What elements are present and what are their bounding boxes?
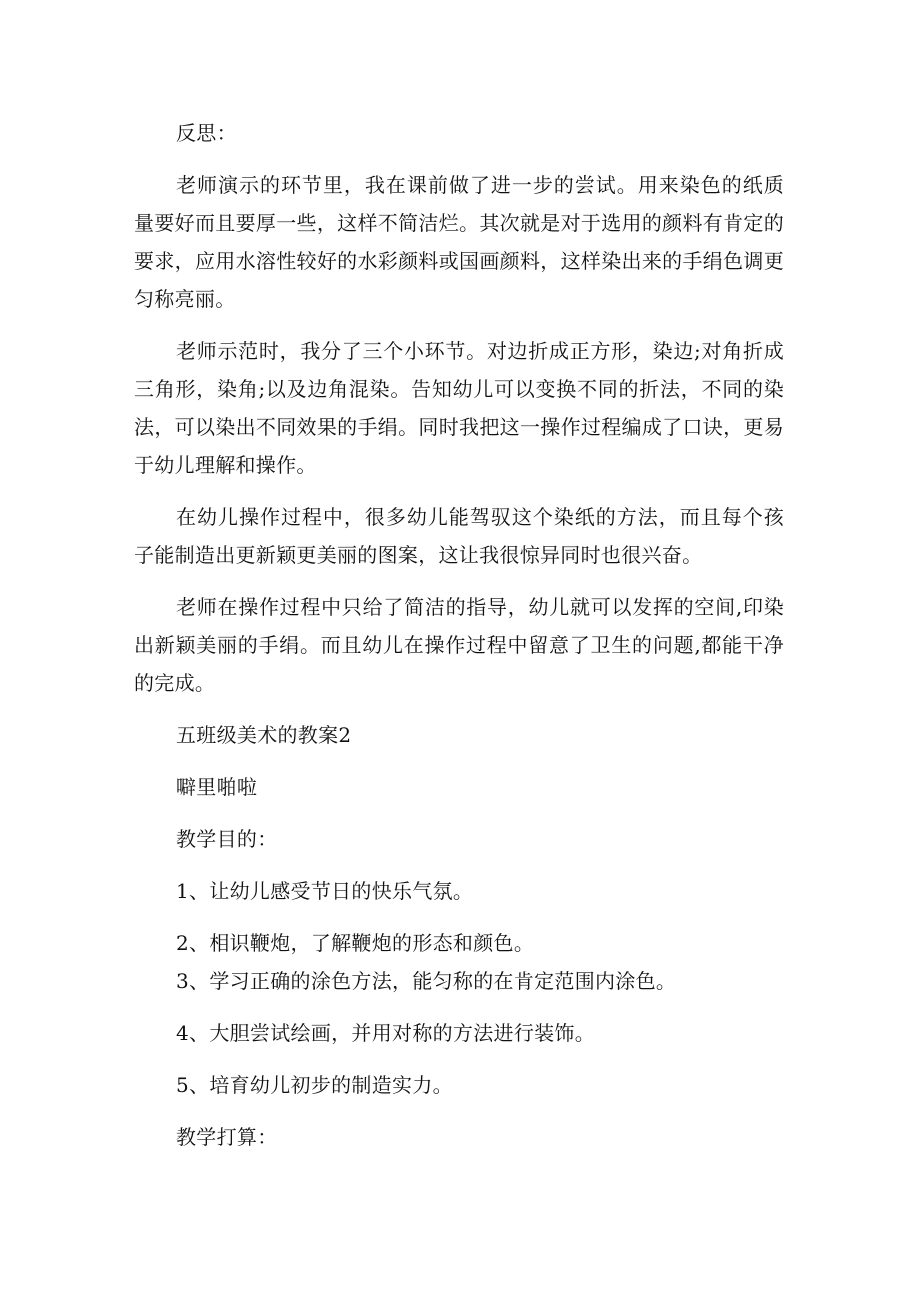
paragraph-steps: 老师示范时，我分了三个小环节。对边折成正方形，染边;对角折成三角形，染角;以及边角混染。告知幼儿可以变换不同的折法，不同的染法，可以染出不同效果的手绢。同时我把这一操作过程编成了口诀，更易于幼儿理解和操作。 — [134, 339, 784, 477]
objective-item: 2、相识鞭炮，了解鞭炮的形态和颜色。 — [176, 931, 535, 955]
objective-item: 5、培育幼儿初步的制造实力。 — [176, 1073, 453, 1097]
objective-item: 3、学习正确的涂色方法，能匀称的在肯定范围内涂色。 — [176, 969, 677, 993]
objective-item: 4、大胆尝试绘画，并用对称的方法进行装饰。 — [176, 1021, 596, 1045]
paragraph-demonstration: 老师演示的环节里，我在课前做了进一步的尝试。用来染色的纸质量要好而且要厚一些，这样不简洁烂。其次就是对于选用的颜料有肯定的要求，应用水溶性较好的水彩颜料或国画颜料，这样染出来的手绢色调更匀称亮丽。 — [134, 173, 784, 311]
paragraph-children-operation: 在幼儿操作过程中，很多幼儿能驾驭这个染纸的方法，而且每个孩子能制造出更新颖更美丽的图案，这让我很惊异同时也很兴奋。 — [134, 505, 784, 567]
document-body — [134, 114, 784, 1156]
objective-item: 1、让幼儿感受节日的快乐气氛。 — [176, 879, 474, 903]
lesson-name: 噼里啪啦 — [176, 775, 258, 799]
paragraph-guidance: 老师在操作过程中只给了简洁的指导，幼儿就可以发挥的空间,印染出新颖美丽的手绢。而且幼儿在操作过程中留意了卫生的问题,都能干净的完成。 — [134, 595, 784, 695]
preparation-heading: 教学打算： — [176, 1125, 278, 1149]
section-title: 五班级美术的教案2 — [176, 723, 352, 747]
objectives-heading: 教学目的： — [176, 827, 278, 851]
reflection-heading: 反思： — [176, 121, 237, 145]
